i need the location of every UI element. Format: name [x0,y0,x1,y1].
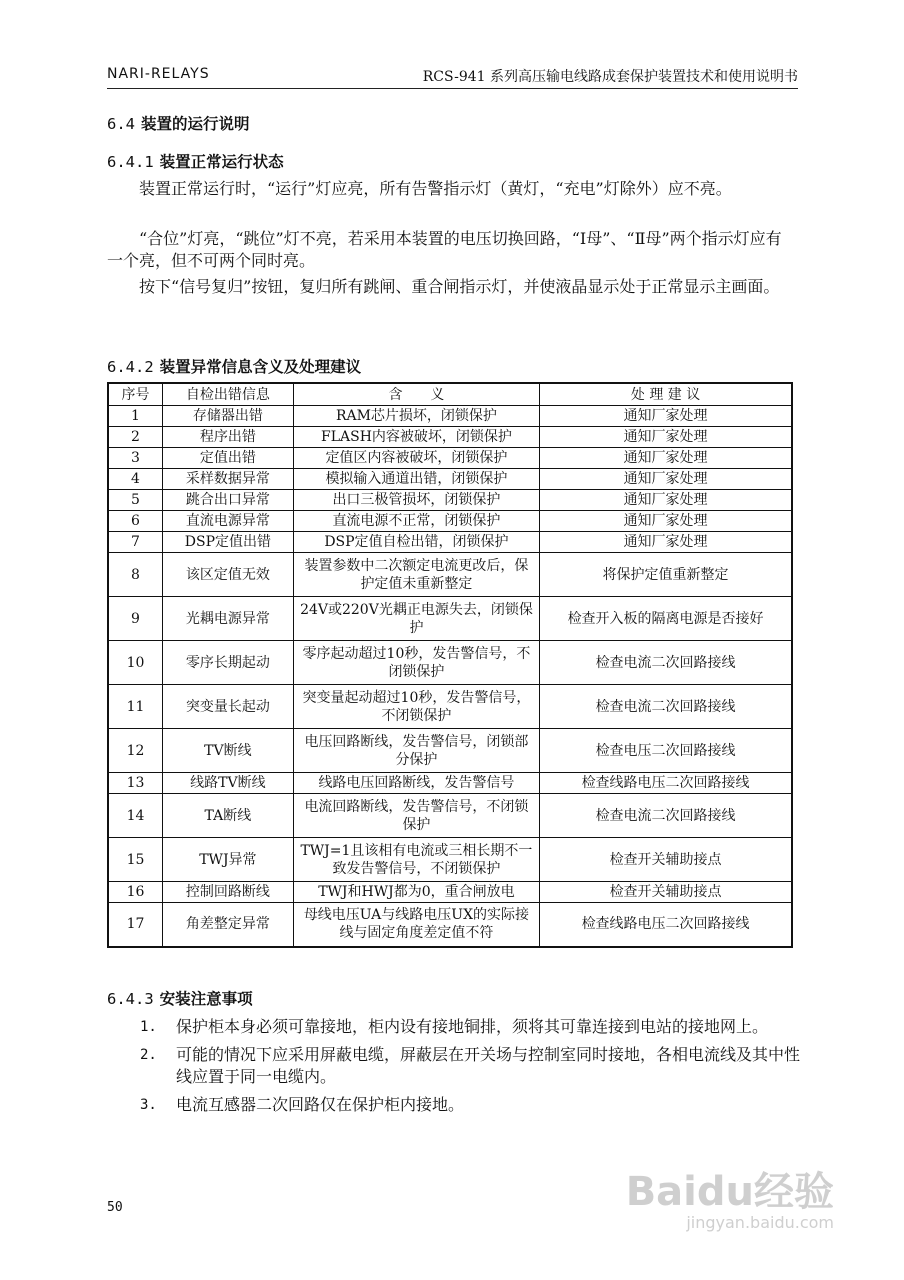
list-item-number: 3. [140,1097,157,1113]
cell-no: 7 [108,532,163,553]
cell-meaning: 24V或220V光耦正电源失去，闭锁保护 [293,597,539,641]
header-right: RCS-941 系列高压输电线路成套保护装置技术和使用说明书 [422,69,798,85]
cell-advice: 检查开关辅助接点 [540,882,792,903]
cell-meaning: 直流电源不正常，闭锁保护 [293,511,539,532]
list-item-number: 1. [140,1019,157,1035]
cell-no: 15 [108,838,163,882]
watermark [626,1160,834,1232]
cell-msg: 采样数据异常 [163,469,294,490]
cell-no: 6 [108,511,163,532]
table-row [108,597,792,641]
column-header: 自检出错信息 [163,383,294,406]
section-6-4-2-heading [107,355,361,377]
cell-msg: 突变量长起动 [163,685,294,729]
section-title: 装置正常运行状态 [159,152,284,171]
cell-advice: 将保护定值重新整定 [540,553,792,597]
cell-advice: 检查电流二次回路接线 [540,685,792,729]
list-item [140,1044,800,1088]
cell-meaning: FLASH内容被破坏，闭锁保护 [293,427,539,448]
cell-no: 8 [108,553,163,597]
cell-msg: TV断线 [163,729,294,773]
abnormal-info-table [107,382,793,948]
paragraph: 装置正常运行时，“运行”灯应亮，所有告警指示灯（黄灯，“充电”灯除外）应不亮。 [139,179,732,198]
cell-no: 9 [108,597,163,641]
cell-no: 4 [108,469,163,490]
cell-advice: 通知厂家处理 [540,469,792,490]
section-number: 6.4.1 [107,153,154,171]
table-row [108,882,792,903]
cell-no: 5 [108,490,163,511]
table-header-row [108,383,792,406]
header-divider [107,88,798,89]
table-row [108,427,792,448]
cell-meaning: 电流回路断线，发告警信号，不闭锁保护 [293,794,539,838]
cell-msg: 定值出错 [163,448,294,469]
paragraph: “合位”灯亮，“跳位”灯不亮，若采用本装置的电压切换回路，“Ⅰ母”、“Ⅱ母”两个指示灯应有一个亮，但不可两个同时亮。 [107,229,782,270]
section-number: 6.4 [107,115,135,133]
cell-meaning: 线路电压回路断线，发告警信号 [293,773,539,794]
table-row [108,490,792,511]
paragraph: 按下“信号复归”按钮，复归所有跳闸、重合闸指示灯，并使液晶显示处于正常显示主画面。 [139,277,780,296]
section-title: 安装注意事项 [159,989,253,1008]
table-row [108,448,792,469]
cell-msg: 直流电源异常 [163,511,294,532]
column-header: 序号 [108,383,163,406]
cell-advice: 通知厂家处理 [540,490,792,511]
table-row [108,532,792,553]
table-row [108,406,792,427]
table-row [108,641,792,685]
cell-msg: 光耦电源异常 [163,597,294,641]
table-row [108,773,792,794]
cell-meaning: 定值区内容被破坏，闭锁保护 [293,448,539,469]
cell-advice: 检查电流二次回路接线 [540,641,792,685]
section-number: 6.4.2 [107,358,154,376]
table-row [108,469,792,490]
cell-advice: 检查电压二次回路接线 [540,729,792,773]
cell-msg: 角差整定异常 [163,903,294,947]
cell-advice: 通知厂家处理 [540,511,792,532]
cell-advice: 检查开入板的隔离电源是否接好 [540,597,792,641]
cell-no: 3 [108,448,163,469]
cell-msg: 程序出错 [163,427,294,448]
section-6-4-3-heading [107,987,253,1009]
cell-msg: 存储器出错 [163,406,294,427]
section-title: 装置的运行说明 [141,114,250,133]
cell-advice: 通知厂家处理 [540,406,792,427]
table-row [108,511,792,532]
cell-msg: TA断线 [163,794,294,838]
list-item-number: 2. [140,1047,157,1063]
cell-advice: 通知厂家处理 [540,532,792,553]
cell-meaning: 突变量起动超过10秒，发告警信号，不闭锁保护 [293,685,539,729]
cell-msg: TWJ异常 [163,838,294,882]
column-header: 处 理 建 议 [540,383,792,406]
cell-meaning: 模拟输入通道出错，闭锁保护 [293,469,539,490]
cell-meaning: 装置参数中二次额定电流更改后，保护定值未重新整定 [293,553,539,597]
cell-meaning: 出口三极管损坏，闭锁保护 [293,490,539,511]
installation-notes-list [140,1016,800,1122]
cell-meaning: 电压回路断线，发告警信号，闭锁部分保护 [293,729,539,773]
cell-meaning: DSP定值自检出错，闭锁保护 [293,532,539,553]
page-number: 50 [107,1200,123,1215]
cell-no: 14 [108,794,163,838]
cell-meaning: 零序起动超过10秒，发告警信号，不闭锁保护 [293,641,539,685]
list-item [140,1016,800,1038]
list-item [140,1094,800,1116]
table-row [108,553,792,597]
cell-msg: 控制回路断线 [163,882,294,903]
cell-advice: 检查线路电压二次回路接线 [540,903,792,947]
cell-no: 12 [108,729,163,773]
table-row [108,838,792,882]
header-left: NARI-RELAYS [107,66,210,82]
cell-no: 13 [108,773,163,794]
list-item-text: 可能的情况下应采用屏蔽电缆，屏蔽层在开关场与控制室同时接地，各相电流线及其中性线应置于同一电缆内。 [176,1045,801,1086]
cell-meaning: RAM芯片损坏，闭锁保护 [293,406,539,427]
table-body [108,406,792,947]
cell-meaning: TWJ=1且该相有电流或三相长期不一致发告警信号，不闭锁保护 [293,838,539,882]
section-6-4-heading [107,112,250,134]
cell-msg: 线路TV断线 [163,773,294,794]
watermark-url: jingyan.baidu.com [686,1213,834,1232]
section-title: 装置异常信息含义及处理建议 [159,357,362,376]
section-6-4-1-heading [107,150,284,172]
cell-advice: 检查电流二次回路接线 [540,794,792,838]
cell-msg: 跳合出口异常 [163,490,294,511]
cell-advice: 通知厂家处理 [540,448,792,469]
cell-meaning: 母线电压UA与线路电压UX的实际接线与固定角度差定值不符 [293,903,539,947]
cell-no: 2 [108,427,163,448]
cell-msg: 零序长期起动 [163,641,294,685]
cell-advice: 检查线路电压二次回路接线 [540,773,792,794]
table-row [108,729,792,773]
cell-advice: 通知厂家处理 [540,427,792,448]
table-row [108,794,792,838]
cell-msg: 该区定值无效 [163,553,294,597]
list-item-text: 电流互感器二次回路仅在保护柜内接地。 [176,1095,465,1114]
cell-no: 10 [108,641,163,685]
cell-no: 1 [108,406,163,427]
section-number: 6.4.3 [107,990,154,1008]
list-item-text: 保护柜本身必须可靠接地，柜内设有接地铜排，须将其可靠连接到电站的接地网上。 [176,1017,769,1036]
column-header: 含 义 [293,383,539,406]
cell-msg: DSP定值出错 [163,532,294,553]
cell-no: 11 [108,685,163,729]
table-row [108,903,792,947]
cell-meaning: TWJ和HWJ都为0，重合闸放电 [293,882,539,903]
table-row [108,685,792,729]
watermark-brand: Baidu经验 [625,1169,834,1215]
cell-no: 16 [108,882,163,903]
cell-advice: 检查开关辅助接点 [540,838,792,882]
cell-no: 17 [108,903,163,947]
